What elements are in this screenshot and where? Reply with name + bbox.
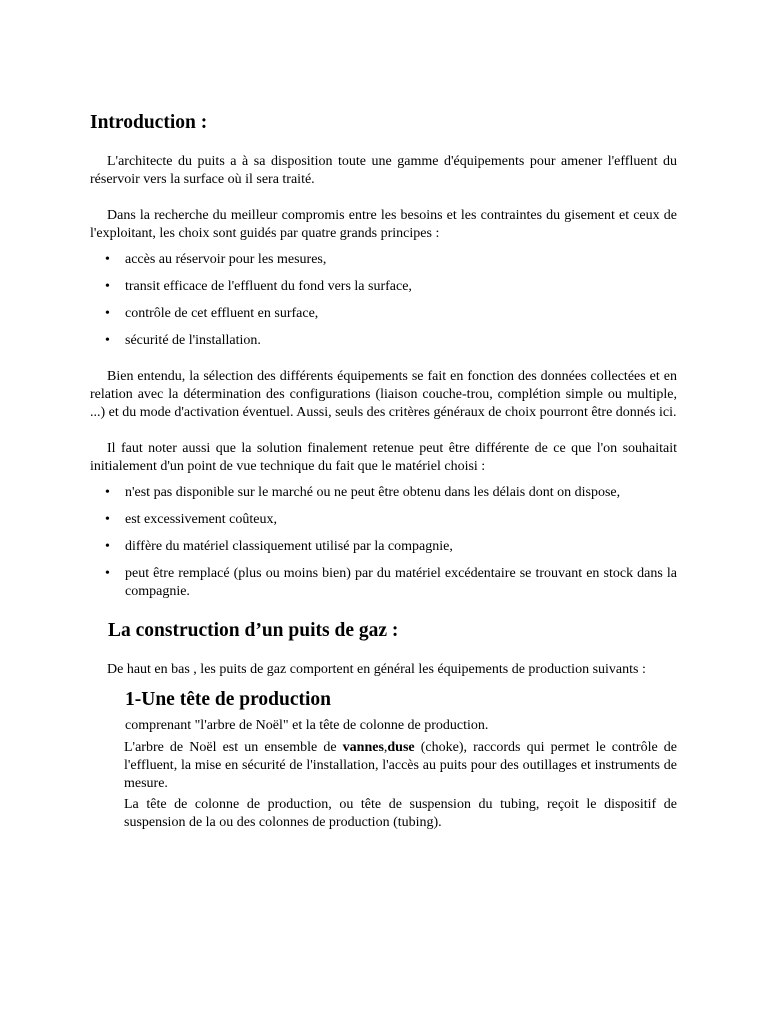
bullet-icon: • bbox=[105, 306, 110, 321]
construction-paragraph-1: De haut en bas , les puits de gaz comportent en général les équipements de production suivants : bbox=[107, 662, 646, 677]
list-item bbox=[90, 511, 677, 529]
intro-paragraph-2: Dans la recherche du meilleur compromis entre les besoins et les contraintes du gisement et ceux de l'exploitant, les choix sont guidés par quatre grands principes : bbox=[90, 208, 677, 241]
list-item-text: sécurité de l'installation. bbox=[125, 333, 261, 348]
principles-list bbox=[90, 251, 677, 350]
list-item-text: n'est pas disponible sur le marché ou ne peut être obtenu dans les délais dont on dispose, bbox=[125, 485, 621, 500]
bold-term-vannes: vannes bbox=[342, 740, 384, 755]
section-1-line-1: comprenant "l'arbre de Noël" et la tête de colonne de production. bbox=[125, 718, 489, 733]
bullet-icon: • bbox=[105, 252, 110, 267]
list-item bbox=[90, 565, 677, 601]
bullet-icon: • bbox=[105, 566, 110, 581]
constraints-list bbox=[90, 484, 677, 601]
list-item bbox=[90, 484, 677, 502]
introduction-heading: Introduction : bbox=[90, 112, 208, 133]
intro-paragraph-3: Bien entendu, la sélection des différents équipements se fait en fonction des données collectées et en relation avec la détermination des configurations (liaison couche-trou, complétion simple ou multiple, ...) et du mode d'activation éventuel. Aussi, seuls des critères généraux de choix pourront être donnés ici. bbox=[90, 369, 677, 420]
list-item-text: diffère du matériel classiquement utilisé par la compagnie, bbox=[125, 539, 453, 554]
bullet-icon: • bbox=[105, 333, 110, 348]
list-item bbox=[90, 538, 677, 556]
list-item-text: transit efficace de l'effluent du fond vers la surface, bbox=[125, 279, 412, 294]
section-1-heading: 1-Une tête de production bbox=[125, 689, 331, 710]
intro-paragraph-4: Il faut noter aussi que la solution finalement retenue peut être différente de ce que l'on souhaitait initialement d'un point de vue technique du fait que le matériel choisi : bbox=[90, 441, 677, 474]
list-item bbox=[90, 278, 677, 296]
document-content bbox=[90, 111, 677, 835]
section-1-paragraph-3: La tête de colonne de production, ou tête de suspension du tubing, reçoit le dispositif de suspension de la ou des colonnes de production (tubing). bbox=[124, 797, 677, 830]
list-item-text: est excessivement coûteux, bbox=[125, 512, 278, 527]
list-item bbox=[90, 251, 677, 269]
construction-heading: La construction d’un puits de gaz : bbox=[108, 620, 399, 641]
list-item-text: peut être remplacé (plus ou moins bien) par du matériel excédentaire se trouvant en stock dans la compagnie. bbox=[125, 566, 677, 599]
text-run: (choke), raccords qui permet le contrôle de l'effluent, la mise en sécurité de l'installation, l'accès au puits pour des outillages et instruments de mesure. bbox=[124, 740, 677, 791]
text-run: , bbox=[383, 740, 388, 755]
intro-paragraph-1: L'architecte du puits a à sa disposition toute une gamme d'équipements pour amener l'effluent du réservoir vers la surface où il sera traité. bbox=[90, 154, 677, 187]
bold-term-duse: duse bbox=[387, 740, 415, 755]
list-item-text: contrôle de cet effluent en surface, bbox=[125, 306, 319, 321]
bullet-icon: • bbox=[105, 539, 110, 554]
list-item bbox=[90, 305, 677, 323]
section-1-paragraph-2 bbox=[124, 739, 677, 793]
list-item bbox=[90, 332, 677, 350]
text-run: L'arbre de Noël est un ensemble de bbox=[124, 740, 343, 755]
list-item-text: accès au réservoir pour les mesures, bbox=[125, 252, 327, 267]
bullet-icon: • bbox=[105, 485, 110, 500]
bullet-icon: • bbox=[105, 279, 110, 294]
bullet-icon: • bbox=[105, 512, 110, 527]
